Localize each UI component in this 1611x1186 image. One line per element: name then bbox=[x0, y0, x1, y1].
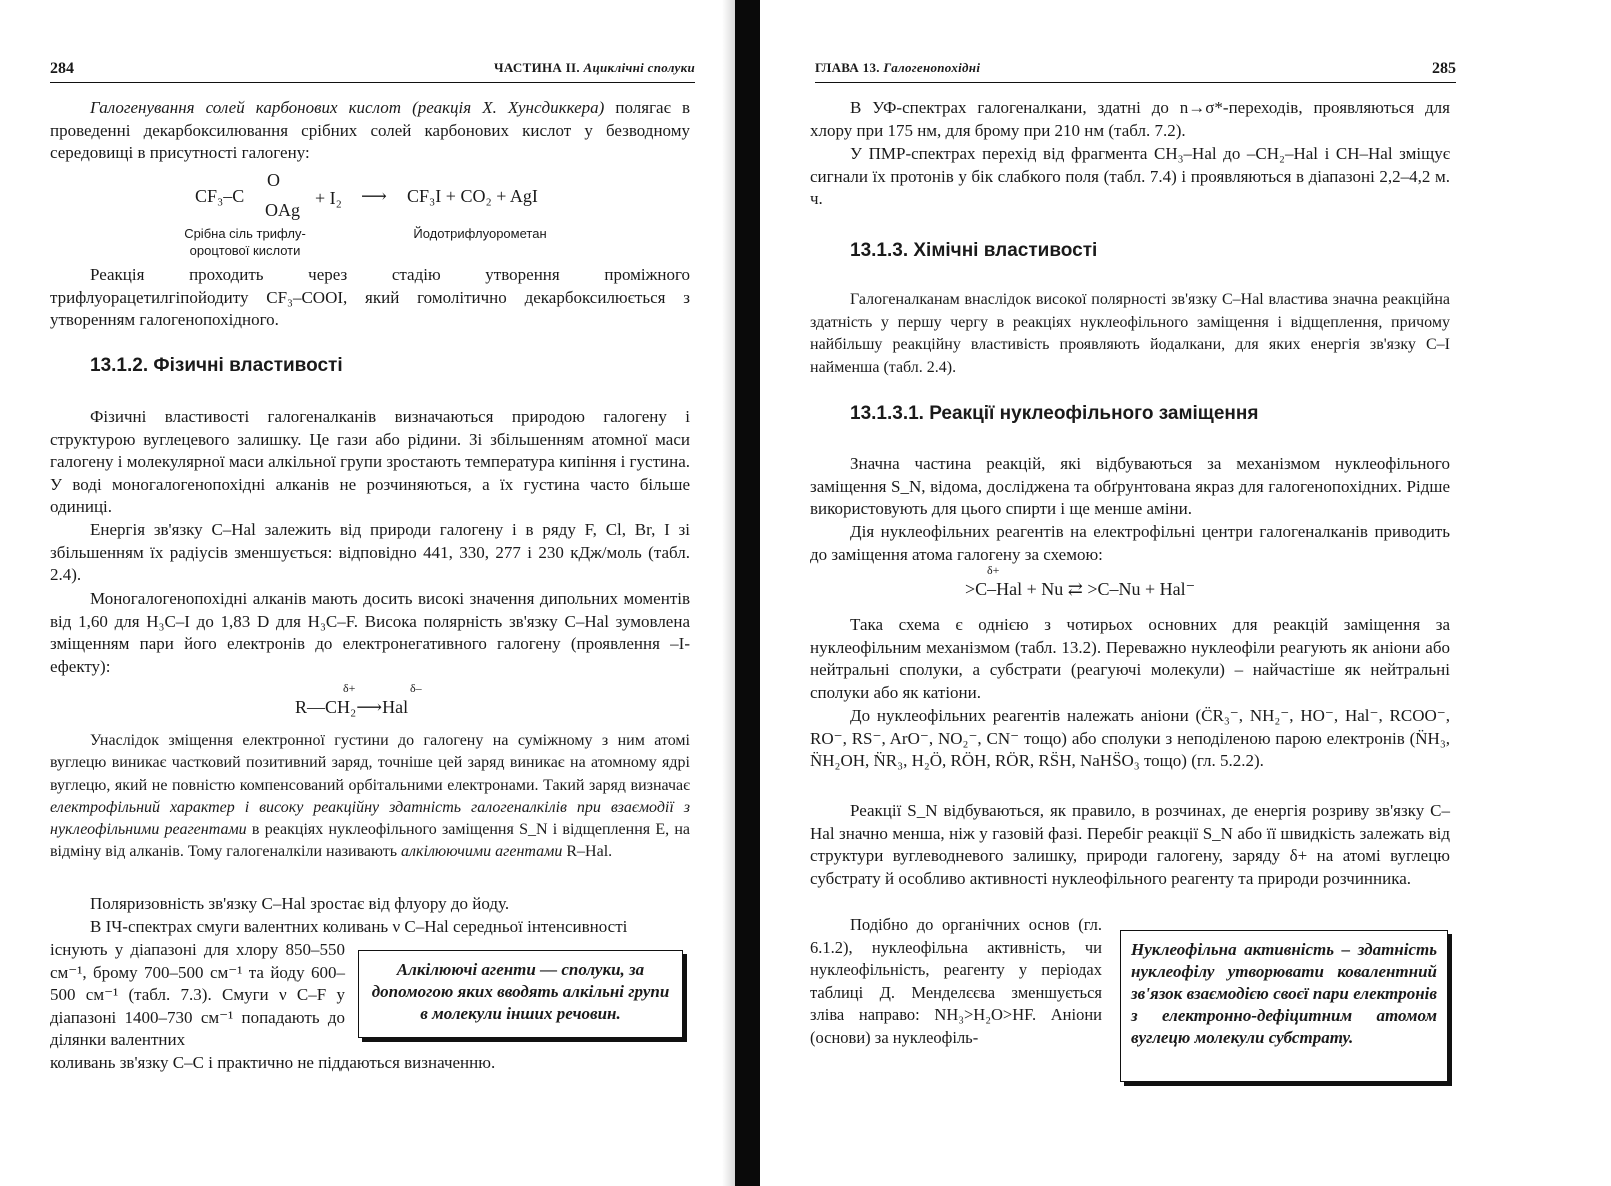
running-header bbox=[494, 60, 695, 76]
right-page bbox=[760, 0, 1611, 1186]
partial-charge-text-2: в реакціях нуклеофільного заміщення S_N і відщеплення E, на відміну від алканів. Тому галогеналкіли називають bbox=[50, 821, 691, 861]
paragraph-nucleophilic-reagents: До нуклеофільних реагентів належать аніони (C̈R₃⁻, NH₂⁻, HO⁻, Hal⁻, RCOO⁻, RO⁻, RS⁻, ArO⁻, NO₂⁻, CN⁻ тощо) або сполуки з неподіленою парою електронів (N̈H₃, N̈H₂OH, N̈R₃, H₂Ö, RÖH, RÖR, RS̈H, NaHS̈O₃ тощо) (гл. 5.2.2). bbox=[810, 706, 1450, 770]
paragraph-hunsdiecker bbox=[50, 97, 690, 165]
running-header-right bbox=[815, 60, 980, 76]
paragraph-sn-mechanism: Значна частина реакцій, які відбуваються за механізмом нуклеофільного заміщення S_N, відома, досліджена та обґрунтована якраз для галогенопохідних. Рідше використовують для цього спирти і ще менше аміни. bbox=[810, 454, 1450, 518]
paragraph-scheme: Така схема є однією з чотирьох основних для реакцій заміщення за нуклеофільним механізмом (табл. 13.2). Переважно нуклеофіли реагують як аніони або нейтральні сполуки, а субстрати (реагуючі молекули) – найчастіше як нейтральні сполуки або як катіони. bbox=[810, 615, 1450, 702]
section-heading-physical: 13.1.2. Фізичні властивості bbox=[90, 355, 343, 376]
paragraph-dipole: Моногалогенопохідні алканів мають досить високі значення дипольних моментів від 1,60 для H₃C–I до 1,83 D для H₃C–F. Висока полярність зв'язку C–Hal зумовлена зміщенням пари його електронів до електронегативного галогену (проявлення –I-ефекту): bbox=[50, 589, 690, 676]
left-page bbox=[0, 0, 735, 1186]
page-number: 284 bbox=[50, 60, 74, 77]
paragraph-uv-spectra: В УФ-спектрах галогеналкани, здатні до n→σ*-переходів, проявляються для хлору при 175 нм, для брому при 210 нм (табл. 7.2). bbox=[810, 98, 1450, 140]
paragraph-reaction-stage: Реакція проходить через стадію утворення проміжного трифлуорацетилгіпойодиту CF₃–COOI, який гомолітично декарбоксилюється з утворенням галогенопохідного. bbox=[50, 265, 690, 329]
paragraph-ir-spectra-end: коливань зв'язку C–C і практично не піддаються визначенню. bbox=[50, 1053, 496, 1072]
header-chapter: ГЛАВА 13. bbox=[815, 60, 880, 75]
formula-r-ch2-hal: R—CH₂⟶Hal bbox=[295, 697, 409, 717]
electrophilic-italic: електрофільний характер і високу реакційну здатність галогеналкілів при взаємодії з нуклеофільними реагентами bbox=[50, 798, 690, 839]
book-gutter bbox=[735, 0, 760, 1186]
section-heading-nucleophilic: 13.1.3.1. Реакції нуклеофільного заміщення bbox=[850, 403, 1259, 424]
paragraph-nmr-spectra: У ПМР-спектрах перехід від фрагмента CH₃–Hal до –CH₂–Hal і CH–Hal зміщує сигнали їх протонів у бік слабкого поля (табл. 7.4) і проявляються в діапазоні 2,2–4,2 м. ч. bbox=[810, 144, 1450, 208]
paragraph-sn-reactions: Реакції S_N відбуваються, як правило, в розчинах, де енергія розриву зв'язку C–Hal значно менша, ніж у газовій фазі. Перебіг реакції S_N або її швидкість залежать від структури вуглеводневого залишку, природи галогену, заряду δ+ на атомі вуглецю субстрату й особливо активності нуклеофільного реагенту та природи розчинника. bbox=[810, 801, 1450, 888]
formula-products: CF₃I + CO₂ + AgI bbox=[407, 186, 538, 206]
delta-plus: δ+ bbox=[343, 681, 356, 695]
hunsdiecker-italic: Галогенування солей карбонових кислот (реакція Х. Хунсдиккера) bbox=[90, 98, 605, 117]
alkylating-agents-italic: алкілюючими агентами bbox=[401, 843, 563, 861]
formula-substitution-text: >C–Hal + Nu ⇄ >C–Nu + Hal⁻ bbox=[965, 579, 1196, 599]
paragraph-ir-spectra-line: В ІЧ-спектрах смуги валентних коливань ν C–Hal середньої інтенсивності bbox=[90, 917, 628, 936]
paragraph-ir-spectra-ranges: існують у діапазоні для хлору 850–550 см⁻¹, брому 700–500 см⁻¹ та йоду 600–500 см⁻¹ (табл. 7.3). Смуги ν C–F у діапазоні 1400–730 см⁻¹ попадають до ділянки валентних bbox=[50, 940, 345, 1049]
header-title-right: Галогенопохідні bbox=[883, 60, 981, 75]
paragraph-partial-charge bbox=[50, 730, 690, 864]
paragraph-physical-properties: Фізичні властивості галогеналканів визначаються природою галогену і структурою вуглецевого залишку. Це гази або рідини. Зі збільшенням атомної маси галогену і молекулярної маси алкільної групи зростають температура кипіння і густина. У воді моногалогенопохідні алканів не розчиняються, а їх густина часто більше одиниці. bbox=[50, 407, 690, 516]
hunsdiecker-text: полягає в проведенні декарбоксилювання срібних солей карбонових кислот у безводному середовищі в присутності галогену: bbox=[50, 98, 691, 162]
partial-charge-text-3: R–Hal. bbox=[566, 843, 613, 861]
left-header bbox=[50, 58, 695, 83]
paragraph-nucleophile-action: Дія нуклеофільних реагентів на електрофільні центри галогеналканів приводить до заміщення атома галогену за схемою: bbox=[810, 522, 1450, 564]
caption-iodotrifluoromethane: Йодотрифлуорометан bbox=[413, 226, 547, 241]
paragraph-chemical-properties: Галогеналканам внаслідок високої полярності зв'язку C–Hal властива значна реакційна здатність у першу чергу в реакціях нуклеофільного заміщення і відщеплення, причому найбільшу реакційну властивість проявляють йодалкани, для яких енергія зв'язку C–I найменша (табл. 2.4). bbox=[810, 291, 1450, 376]
caption-silver-salt: Срібна сіль трифлу-ороцтової кислоти bbox=[184, 226, 306, 258]
formula-i2: + I₂ bbox=[315, 188, 342, 208]
callout-alkylating-agents: Алкілюючі агенти — сполуки, за допомогою яких вводять алкільні групи в молекули інших речовин. bbox=[358, 950, 683, 1038]
formula-oag: OAg bbox=[265, 200, 300, 220]
delta-plus-right: δ+ bbox=[987, 563, 1000, 577]
section-heading-chemical: 13.1.3. Хімічні властивості bbox=[850, 240, 1098, 261]
right-header bbox=[815, 58, 1456, 83]
formula-arrow: ⟶ bbox=[361, 186, 387, 206]
page-number-right: 285 bbox=[1432, 60, 1456, 77]
paragraph-nucleophilicity: Подібно до органічних основ (гл. 6.1.2), нуклеофільна активність, чи нуклеофільність, реагенту у періодах таблиці Д. Менделєєва зменшується зліва направо: NH₃>H₂O>HF. Аніони (основи) за нуклеофіль- bbox=[810, 915, 1102, 1047]
header-part: ЧАСТИНА ІІ. bbox=[494, 60, 580, 75]
formula-reactant: CF₃–C bbox=[195, 186, 245, 206]
partial-charge-text: Унаслідок зміщення електронної густини до галогену на суміжному з ним атомі вуглецю виникає частковий позитивний заряд, точніше цей заряд виникає на атомному ядрі вуглецю, який не повністю компенсований орбітальними електронами. Такий заряд визначає bbox=[50, 732, 690, 794]
paragraph-bond-energy: Енергія зв'язку C–Hal залежить від природи галогену і в ряду F, Cl, Br, I зі збільшенням їх радіусів зменшується: відповідно 441, 330, 277 і 230 кДж/моль (табл. 2.4). bbox=[50, 520, 690, 584]
delta-minus: δ– bbox=[410, 681, 422, 695]
paragraph-polarizability: Поляризовність зв'язку C–Hal зростає від флуору до йоду. bbox=[90, 894, 510, 913]
header-title: Ациклічні сполуки bbox=[583, 60, 695, 75]
callout-nucleophilic-activity: Нуклеофільна активність – здатність нуклеофілу утворювати ковалентний зв'язок взаємодією своєї пари електронів з електронно-дефіцитним атомом вуглецю молекули субстрату. bbox=[1120, 930, 1448, 1082]
formula-oxygen: O bbox=[267, 170, 280, 190]
